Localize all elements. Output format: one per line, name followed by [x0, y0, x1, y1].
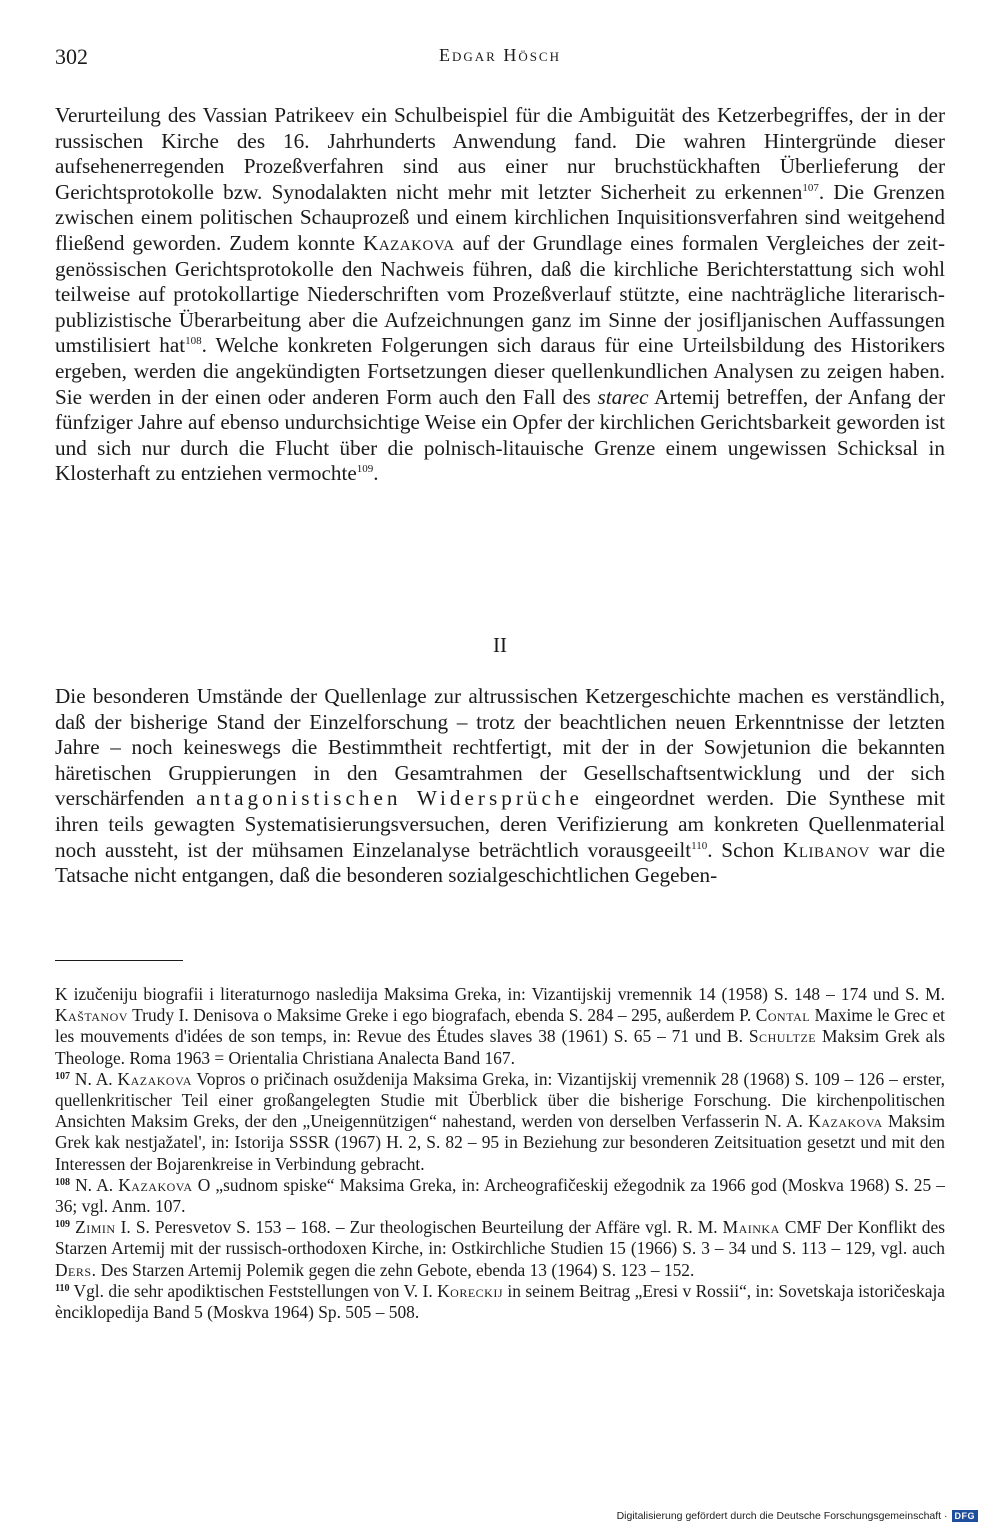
text-run: . Welche konkreten Folgerungen sich daraus für eine Urteilsbildung des Historikers ergeben, werden die angekündigten Fortsetzungen dieser quellenkundlichen Analysen zu zeigen haben. Sie werden in der einen oder anderen Form auch den Fall des — [55, 333, 945, 409]
running-head: Edgar Hösch — [438, 45, 561, 65]
page-number: 302 — [55, 44, 88, 69]
footnote-109: $^{109}$ Zimin I. S. Peresvetov S. 153 – 168. – Zur theologischen Beurteilung der Affäre vgl. R. M. Mainka CMF Der Konflikt des Starzen Artemij mit der russisch-orthodoxen Kirche, in: Ostkirchliche Studien 15 (1966) S. 3 – 34 und S. 113 – 129, vgl. auch Ders. Des Starzen Artemij Polemik gegen die zehn Gebote, ebenda 13 (1964) S. 123 – 152. — [55, 1217, 945, 1280]
body-paragraph-2 — [55, 684, 945, 889]
author-name: Kazakova — [363, 230, 455, 255]
footnote-108: $^{108}$ N. A. Kazakova O „sudnom spiske“ Maksima Greka, in: Archeografičeskij ežegodnik za 1966 god (Moskva 1968) S. 25 – 36; vgl. Anm. 107. — [55, 1174, 945, 1217]
spaced-emphasis: antagonistischen Widersprüche — [196, 786, 583, 811]
footnote-ref-108[interactable]: 108 — [185, 335, 202, 348]
italic-term: starec — [597, 384, 649, 409]
text-run: Verurteilung des Vassian Patrikeev ein Schulbeispiel für die Ambiguität des Ketzerbegriffes, der in der russischen Kirche des 16. Jahrhunderts Anwendung fand. Die wahren Hintergründe dieser aufsehenerregenden Prozeßverfahren sind aus einer nur bruchstückhaften Überlieferung der Gerichtsprotokolle bzw. Synodalakten nicht mehr mit letzter Sicherheit zu erkennen — [55, 103, 945, 204]
page-header — [55, 44, 945, 76]
footnote-ref-109[interactable]: 109 — [356, 463, 374, 476]
footnote-ref-110[interactable]: 110 — [691, 839, 708, 852]
footnote-divider — [55, 960, 183, 961]
text-run: eingeordnet werden. Die Synthese mit ihren teils gewagten Systematisierungsversuchen, deren Verifizierung am konkreten Quellenmaterial noch aussteht, ist der mühsamen Einzelanalyse beträchtlich vorausgeeilt — [55, 786, 946, 862]
text-run: Die besonderen Umstände der Quellenlage zur altrussischen Ketzergeschichte machen es verständlich, daß der bisherige Stand der Einzelforschung – trotz der beachtlichen neuen Erkenntnisse der letzten Jahre – noch keineswegs die Bestimmtheit rechtfertigt, mit der in der Sowjetunion die bekannten häretischen Gruppierungen in den Gesamtrahmen der Gesellschaftsentwicklung und der sich verschärfenden — [55, 684, 945, 811]
digitization-credit — [617, 1510, 978, 1522]
text-run: Artemij betreffen, der Anfang der fünfziger Jahre auf ebenso undurchsichtige Weise ein Opfer der kirchlichen Gerichtsbarkeit geworden ist und sich nur durch die Flucht über die polnisch-litauische Grenze einem ungewissen Schicksal in Klosterhaft zu entziehen vermochte — [55, 384, 945, 486]
footnote-ref-107[interactable]: 107 — [802, 181, 819, 194]
credit-text: Digitalisierung gefördert durch die Deutsche Forschungsgemeinschaft · — [616, 1510, 948, 1522]
footnote-110: $^{110}$ Vgl. die sehr apodiktischen Feststellungen von V. I. Koreckij in seinem Beitrag „Eresi v Rossii“, in: Sovetskaja istoričeskaja ènciklopedija Band 5 (Moskva 1964) Sp. 505 – 508. — [55, 1280, 945, 1323]
text-run: . Die Grenzen zwischen einem politischen Schauprozeß und einem kirchlichen Inquisitionsverfahren sind weitgehend fließend geworden. Zudem konnte — [55, 179, 945, 255]
body-paragraph-1 — [55, 103, 945, 487]
text-run: war die Tatsache nicht entgangen, daß die besonderen sozialgeschichtlichen Gegeben- — [55, 837, 945, 888]
author-name: Klibanov — [783, 837, 870, 862]
text-run: . Schon — [707, 837, 784, 862]
footnote-continuation: K izučeniju biografii i literaturnogo nasledija Maksima Greka, in: Vizantijskij vremennik 14 (1958) S. 148 – 174 und S. M. Kaštanov Trudy I. Denisova o Maksime Greke i ego biografach, ebenda S. 284 – 295, außerdem P. Contal Maxime le Grec et les mouvements d'idées de son temps, in: Revue des Études slaves 38 (1961) S. 65 – 71 und B. Schultze Maksim Grek als Theologe. Roma 1963 = Orientalia Christiana Analecta Band 167. — [55, 984, 946, 1068]
section-heading: II — [493, 633, 507, 657]
text-run: . — [373, 461, 379, 486]
text-run: auf der Grundlage eines formalen Vergleiches der zeitgenössischen Gerichtsprotokolle den Nachweis führen, daß die kirchliche Berichterstattung sich wohl teilweise auf protokollartige Niederschriften vom Prozeßverlauf stützte, eine nachträgliche literarisch-publizistische Überarbeitung aber die Aufzeichnungen ganz im Sinne der josifljanischen Auffassungen umstilisiert hat — [55, 230, 945, 358]
footnote-107: $^{107}$ N. A. Kazakova Vopros o pričinach osuždenija Maksima Greka, in: Vizantijskij vremennik 28 (1968) S. 109 – 126 – erster, quellenkritischer Teil einer großangelegten Studie mit Überblick über die bisherige Forschung. Die kirchenpolitischen Ansichten Maksim Greks, der den „Uneigennützigen“ nahestand, werden von derselben Verfasserin N. A. Kazakova Maksim Grek kak nestjažatel', in: Istorija SSSR (1967) H. 2, S. 82 – 95 in Beziehung zur besonderen Zeitsituation gesetzt und mit den Interessen der Bojarenkreise in Verbindung gebracht. — [55, 1068, 945, 1174]
dfg-logo: DFG — [952, 1510, 979, 1522]
footnotes — [55, 984, 945, 1323]
